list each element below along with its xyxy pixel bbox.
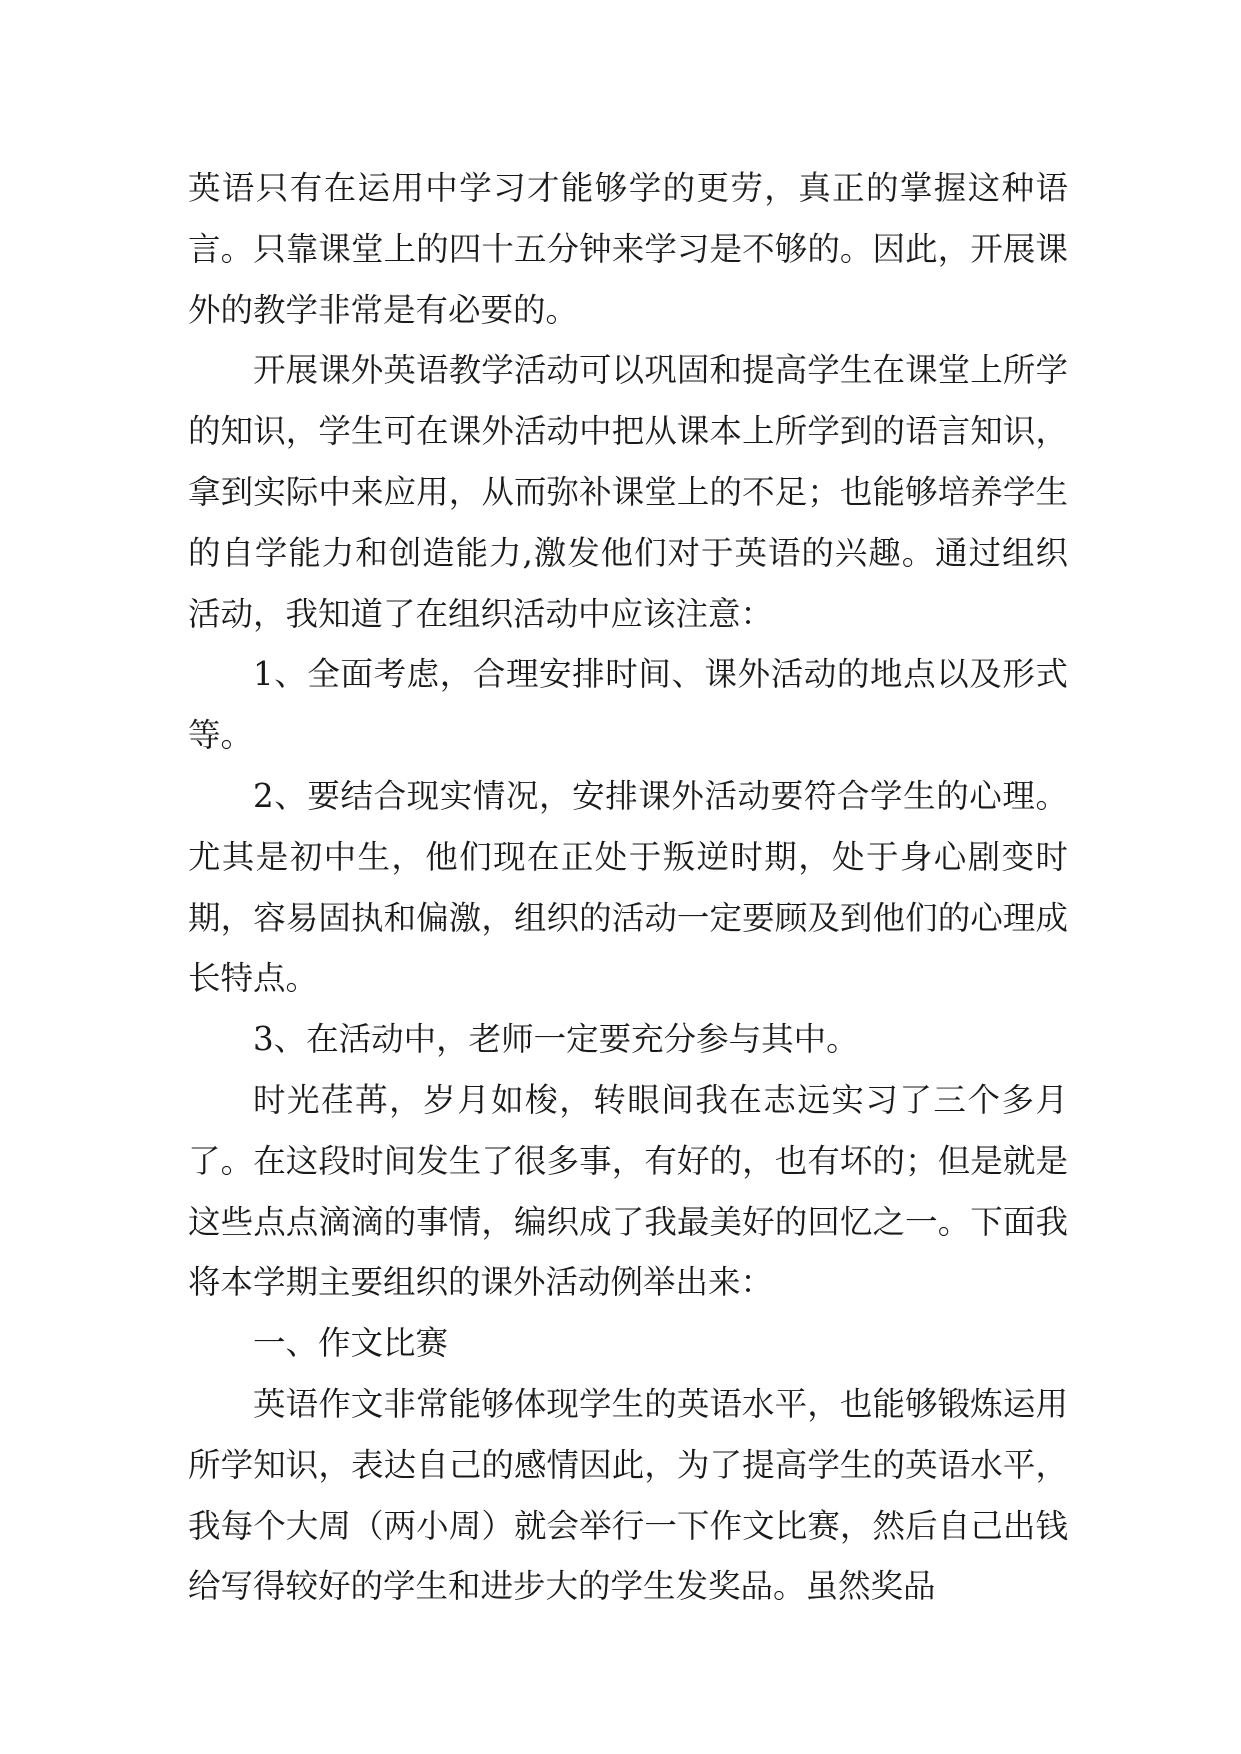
list-item-2: 2、要结合现实情况，安排课外活动要符合学生的心理。尤其是初中生，他们现在正处于叛逆时期，处于身心剧变时期，容易固执和偏激，组织的活动一定要顾及到他们的心理成长特点。 (188, 776, 1068, 998)
paragraph-3: 时光荏苒，岁月如梭，转眼间我在志远实习了三个多月了。在这段时间发生了很多事，有好的，也有坏的；但是就是这些点点滴滴的事情，编织成了我最美好的回忆之一。下面我将本学期主要组织的课外活动例举出来： (188, 1080, 1068, 1302)
section-heading: 一、作文比赛 (253, 1324, 449, 1363)
list-item-3: 3、在活动中，老师一定要充分参与其中。 (253, 1020, 859, 1059)
paragraph-1: 英语只有在运用中学习才能够学的更劳，真正的掌握这种语言。只靠课堂上的四十五分钟来学习是不够的。因此，开展课外的教学非常是有必要的。 (188, 169, 1068, 329)
paragraph-4: 英语作文非常能够体现学生的英语水平，也能够锻炼运用所学知识，表达自己的感情因此，为了提高学生的英语水平，我每个大周（两小周）就会举行一下作文比赛，然后自己出钱给写得较好的学生和进步大的学生发奖品。虽然奖品 (188, 1384, 1068, 1606)
paragraph-2: 开展课外英语教学活动可以巩固和提高学生在课堂上所学的知识，学生可在课外活动中把从课本上所学到的语言知识，拿到实际中来应用，从而弥补课堂上的不足；也能够培养学生的自学能力和创造能力,激发他们对于英语的兴趣。通过组织活动，我知道了在组织活动中应该注意： (188, 351, 1068, 633)
document-body (188, 158, 1068, 1617)
list-item-1: 1、全面考虑，合理安排时间、课外活动的地点以及形式等。 (188, 655, 1068, 755)
